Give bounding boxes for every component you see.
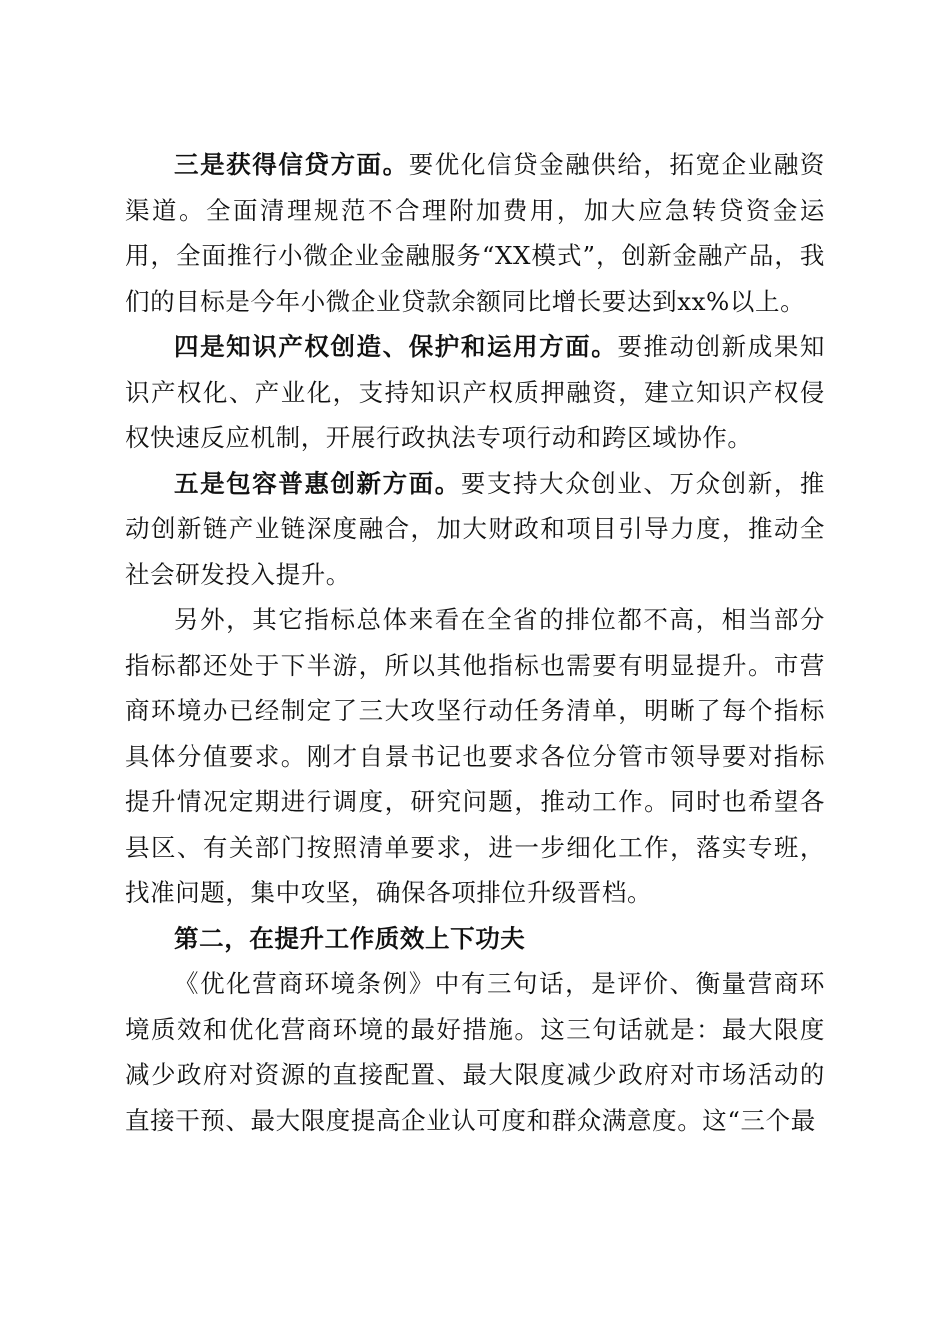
paragraph-text: 另外，其它指标总体来看在全省的排位都不高，相当部分指标都还处于下半游，所以其他指标也需要有明显提升。市营商环境办已经制定了三大攻坚行动任务清单，明晰了每个指标具体分值要求。刚才自景书记也要求各位分管市领导要对指标提升情况定期进行调度，研究问题，推动工作。同时也希望各县区、有关部门按照清单要求，进一步细化工作，落实专班，找准问题，集中攻坚，确保各项排位升级晋档。 [125,605,825,907]
section-heading [125,916,825,962]
paragraph-ip [125,324,825,461]
paragraph-credit [125,142,825,324]
paragraph-lead: 五是包容普惠创新方面。 [174,468,461,498]
paragraph-regulation [125,961,825,1143]
paragraph-text: 要优化信贷金融供给，拓宽企业融资渠道。全面清理规范不合理附加费用，加大应急转贷资金运用，全面推行小微企业金融服务“XX模式”，创新金融产品，我们的目标是今年小微企业贷款余额同比增长要达到xx%以上。 [125,150,825,316]
section-heading-text: 第二，在提升工作质效上下功夫 [174,923,526,953]
paragraph-innovation [125,461,825,598]
paragraph-text: 要推动创新成果知识产权化、产业化，支持知识产权质押融资，建立知识产权侵权快速反应机制，开展行政执法专项行动和跨区域协作。 [125,332,825,452]
paragraph-text: 要支持大众创业、万众创新，推动创新链产业链深度融合，加大财政和项目引导力度，推动全社会研发投入提升。 [125,468,825,589]
paragraph-other-indicators [125,597,825,916]
paragraph-text: 《优化营商环境条例》中有三句话，是评价、衡量营商环境质效和优化营商环境的最好措施。这三句话就是：最大限度减少政府对资源的直接配置、最大限度减少政府对市场活动的直接干预、最大限度提高企业认可度和群众满意度。这“三个最 [125,969,825,1135]
paragraph-lead: 四是知识产权创造、保护和运用方面。 [174,332,618,361]
paragraph-lead: 三是获得信贷方面。 [174,150,409,179]
document-body [125,142,825,1143]
